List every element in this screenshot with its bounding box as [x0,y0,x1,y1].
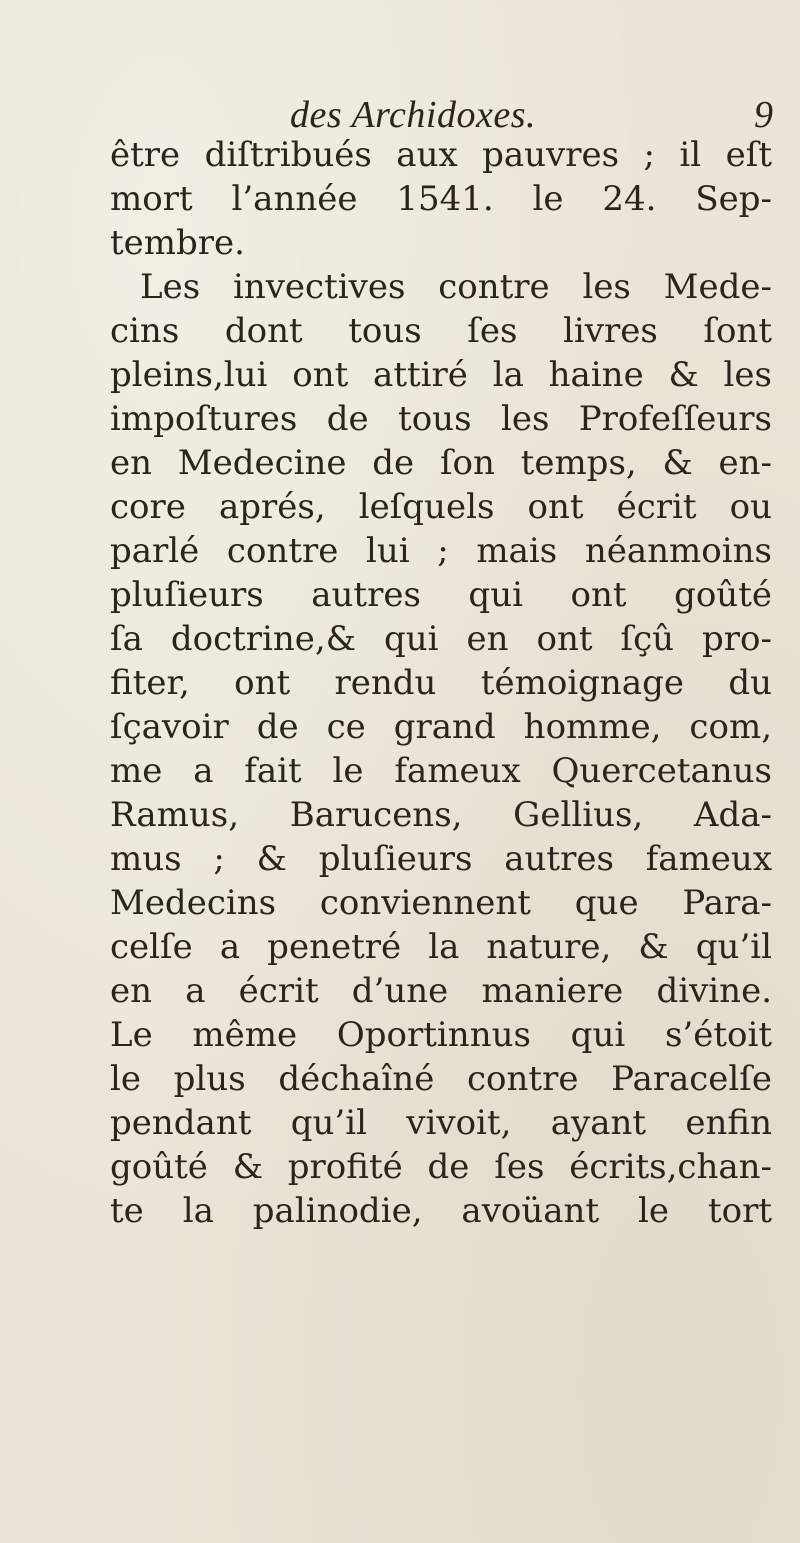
text-line: cins dont tous ſes livres ſont [110,311,772,351]
text-line: mort l’année 1541. le 24. Sep- [110,179,772,219]
text-line: en Medecine de ſon temps, & en- [110,443,772,483]
text-line: être diſtribués aux pauvres ; il eſt [110,135,772,175]
text-line: celſe a penetré la nature, & qu’il [110,927,772,967]
text-line: Ramus, Barucens, Gellius, Ada- [110,795,772,835]
text-line: Les invectives contre les Mede- [140,267,772,307]
text-line: pendant qu’il vivoit, ayant enfin [110,1103,772,1143]
running-title: des Archidoxes. [290,94,537,136]
text-line: tembre. [110,223,245,263]
text-line: le plus déchaîné contre Paracelſe [110,1059,772,1099]
text-line: pleins,lui ont attiré la haine & les [110,355,772,395]
text-line: pluſieurs autres qui ont goûté [110,575,772,615]
text-line: ſa doctrine,& qui en ont ſçû pro- [110,619,772,659]
text-line: impoſtures de tous les Profeſſeurs [110,399,772,439]
page-header [0,92,800,138]
text-line: Medecins conviennent que Para- [110,883,772,923]
text-line: ſçavoir de ce grand homme, com, [110,707,772,747]
text-line: en a écrit d’une maniere divine. [110,971,772,1011]
text-line: mus ; & pluſieurs autres fameux [110,839,772,879]
text-line: Le même Oportinnus qui s’étoit [110,1015,772,1055]
page-number: 9 [754,94,773,136]
text-line: core aprés, leſquels ont écrit ou [110,487,772,527]
text-line: me a fait le fameux Quercetanus [110,751,772,791]
text-line: parlé contre lui ; mais néanmoins [110,531,772,571]
text-line: te la palinodie, avoüant le tort [110,1191,772,1231]
text-line: fiter, ont rendu témoignage du [110,663,772,703]
text-line: goûté & profité de ſes écrits,chan- [110,1147,772,1187]
